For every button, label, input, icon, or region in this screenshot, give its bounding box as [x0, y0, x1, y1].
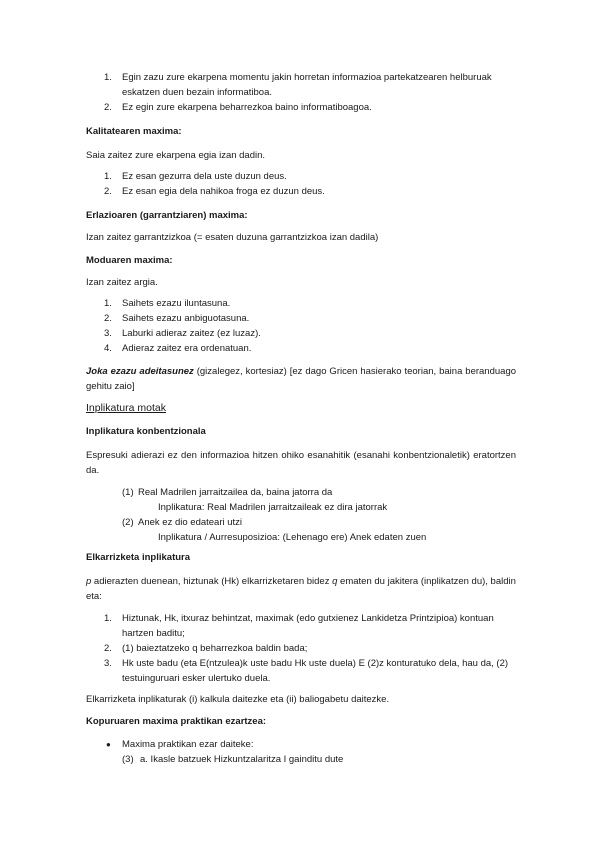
- list-item: 1. Ez esan gezurra dela uste duzun deus.: [104, 171, 287, 182]
- manner-intro: Izan zaitez argia.: [86, 277, 158, 288]
- quality-heading: Kalitatearen maxima:: [86, 126, 182, 137]
- list-item: 3. Hk uste badu (eta E(ntzulea)k uste badu Hk uste duela) E (2)z konturatuko dela, hau da, (2) testuinguruari esker ulertuko duela.: [104, 658, 509, 684]
- manner-list: [86, 296, 516, 356]
- example-item: (1) Real Madrilen jarraitzailea da, baina jatorra da Inplikatura: Real Madrilen jarraitzaileak ez dira jatorrak: [122, 487, 388, 513]
- list-item: 2. (1) baieztatzeko q beharrezkoa baldin bada;: [104, 643, 308, 654]
- example-item: (3) a. Ikasle batzuek Hizkuntzalaritza I gainditu dute: [122, 754, 344, 765]
- list-item: 2. Ez esan egia dela nahikoa froga ez duzun deus.: [104, 186, 325, 197]
- relation-intro: Izan zaitez garrantzizkoa (= esaten duzuna garrantzizkoa izan dadila): [86, 232, 379, 243]
- list-item: 2. Saihets ezazu anbiguotasuna.: [104, 313, 250, 324]
- politeness-paragraph: Joka ezazu adeitasunez (gizalegez, kortesiaz) [ez dago Gricen hasierako teorian, baina beranduago gehitu zaio]: [86, 366, 517, 392]
- quality-list: [86, 169, 516, 199]
- conventional-intro: Espresuki adierazi ez den informazioa hitzen ohiko esanahitik (esanahi konbentzionaletik) eratortzen da.: [86, 450, 516, 476]
- quantity-list: [86, 70, 516, 115]
- conventional-examples: [86, 485, 516, 545]
- conversational-closing: Elkarrizketa inplikaturak (i) kalkula daitezke eta (ii) baliogabetu daitezke.: [86, 694, 390, 705]
- list-item: 1. Saihets ezazu iluntasuna.: [104, 298, 231, 309]
- relation-heading: Erlazioaren (garrantziaren) maxima:: [86, 210, 248, 221]
- list-item: 4. Adieraz zaitez era ordenatuan.: [104, 343, 252, 354]
- conversational-heading: Elkarrizketa inplikatura: [86, 552, 191, 563]
- list-item: ● Maxima praktikan ezar daiteke: (3) a. Ikasle batzuek Hizkuntzalaritza I gainditu dute: [86, 737, 516, 767]
- manner-heading: Moduaren maxima:: [86, 255, 173, 266]
- quantity-practice-heading: Kopuruaren maxima praktikan ezartzea:: [86, 716, 267, 727]
- section-title: Inplikatura motak: [86, 402, 166, 414]
- conversational-list: [86, 611, 516, 686]
- example-item: (2) Anek ez dio edateari utzi Inplikatura / Aurresuposizioa: (Lehenago ere) Anek edaten zuen: [122, 517, 427, 543]
- quality-intro: Saia zaitez zure ekarpena egia izan dadin.: [86, 150, 266, 161]
- quantity-practice-list: [86, 737, 516, 767]
- list-item: 3. Laburki adieraz zaitez (ez luzaz).: [104, 328, 261, 339]
- bullet-icon: ●: [106, 740, 111, 749]
- list-item: 2. Ez egin zure ekarpena beharrezkoa baino informatiboagoa.: [104, 102, 372, 113]
- conversational-intro: p adierazten duenean, hiztunak (Hk) elkarrizketaren bidez q ematen du jakitera (inplikatzen du), baldin eta:: [86, 576, 516, 602]
- conventional-heading: Inplikatura konbentzionala: [86, 426, 206, 437]
- list-item: 1. Hiztunak, Hk, itxuraz behintzat, maximak (edo gutxienez Lankidetza Printzipioa) kontuan hartzen baditu;: [104, 613, 494, 639]
- list-item: 1. Egin zazu zure ekarpena momentu jakin horretan informazioa partekatzearen helburuak eskatzen duen bezain informatiboa.: [104, 72, 492, 98]
